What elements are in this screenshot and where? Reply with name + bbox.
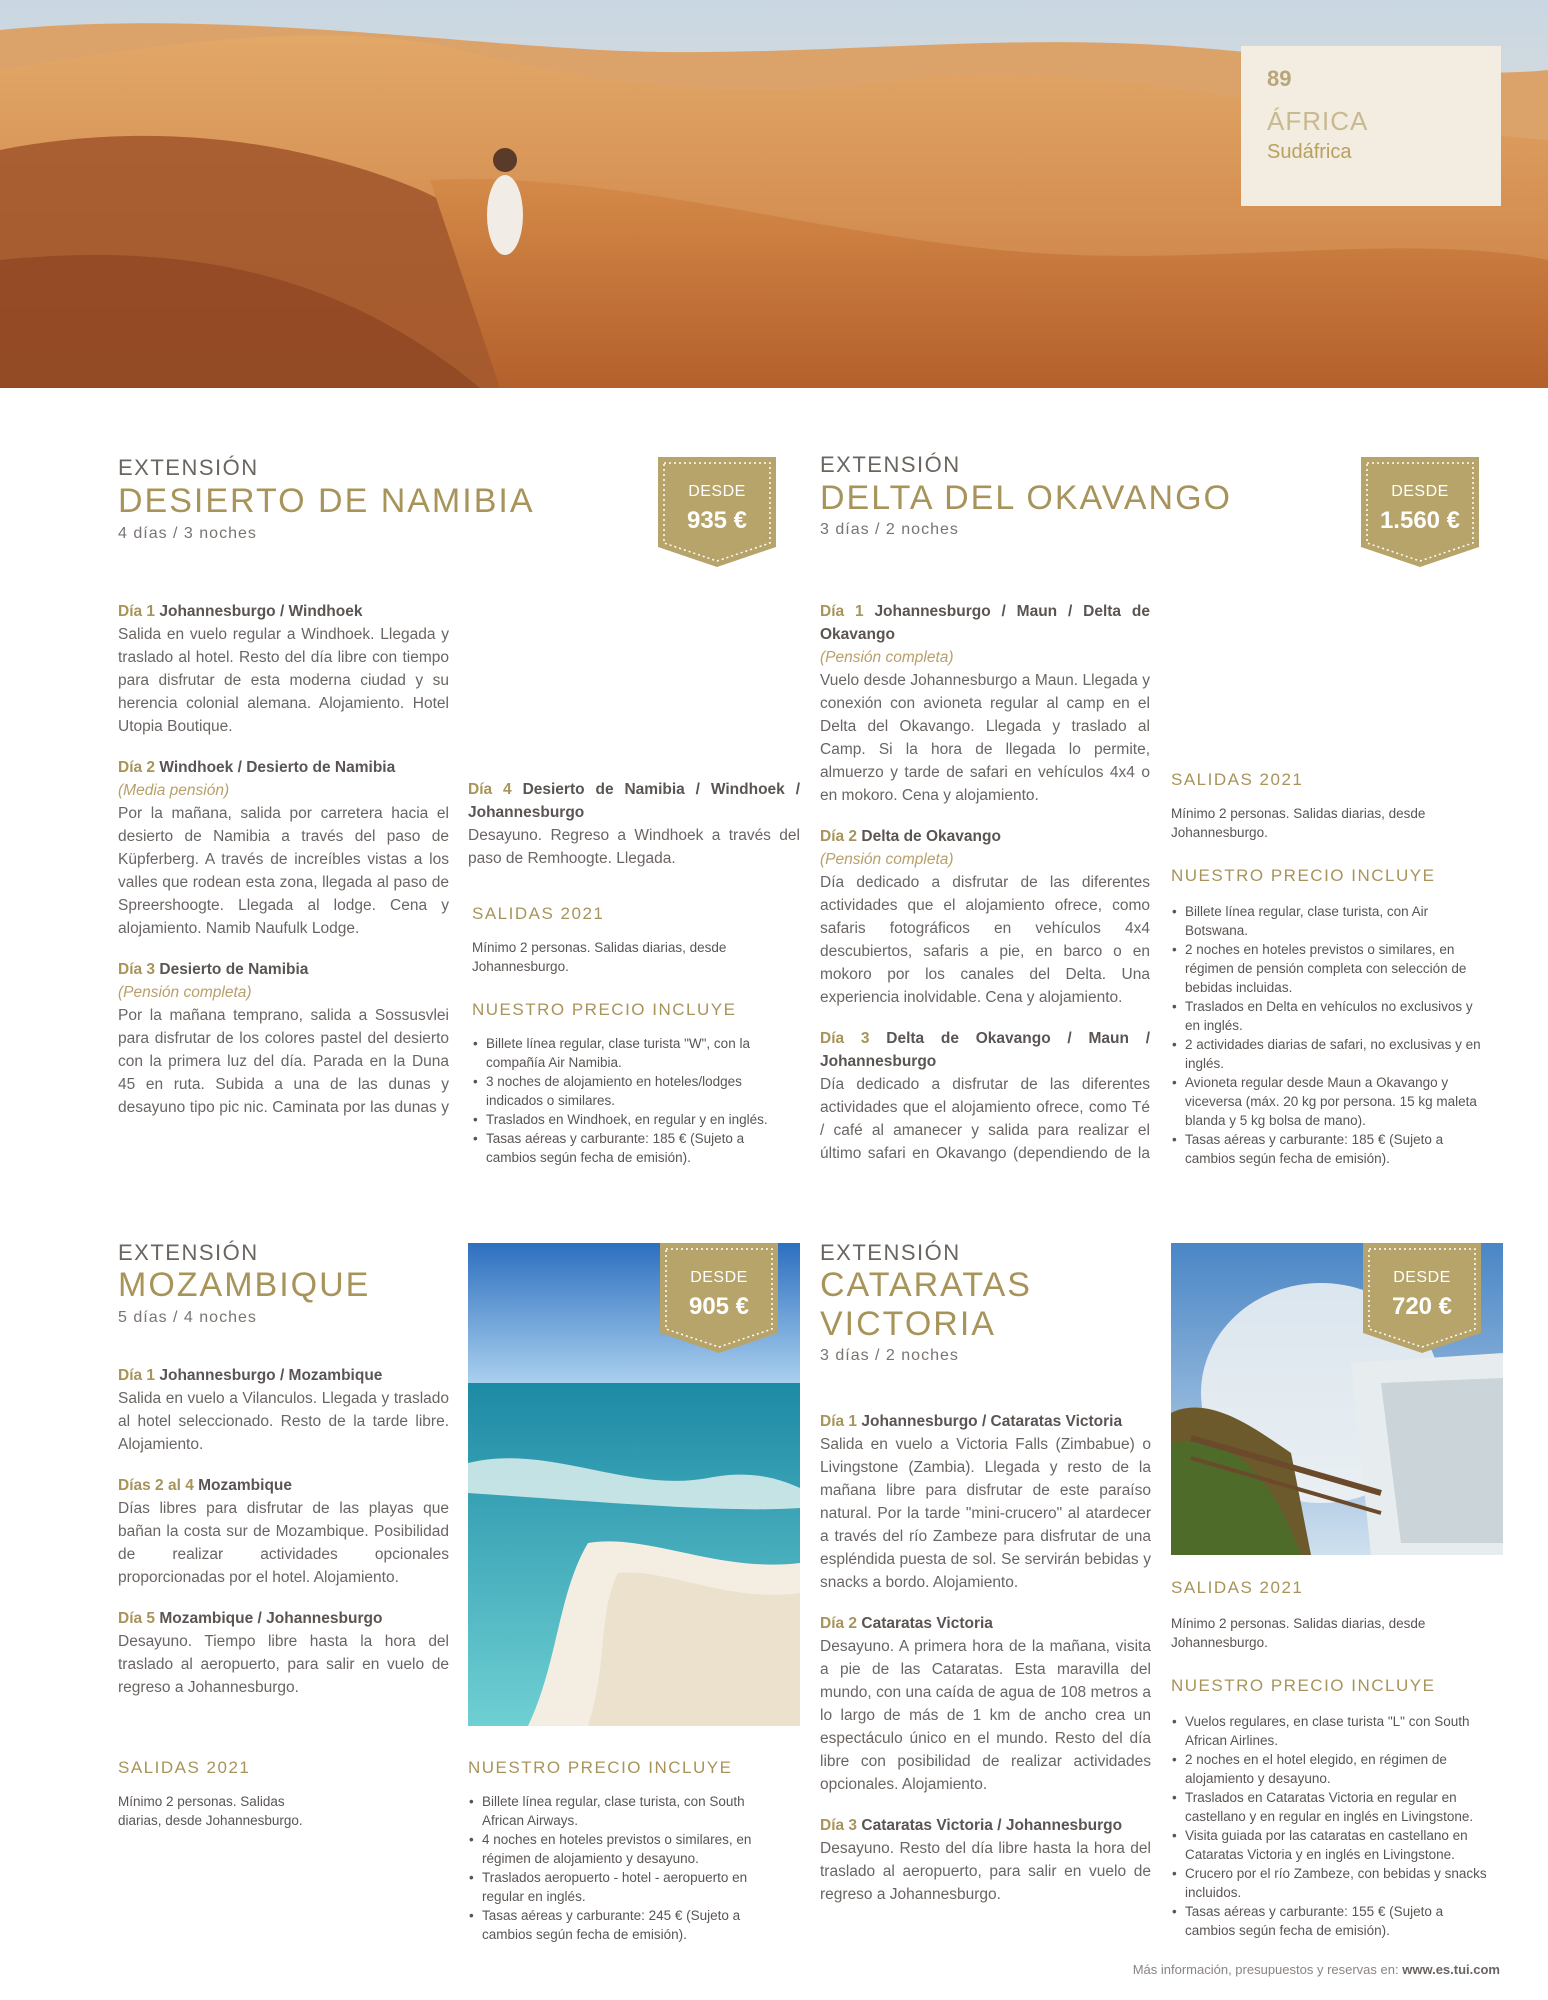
list-item: • Billete línea regular, clase turista, con Air Botswana. bbox=[1171, 902, 1487, 940]
okavango-badge-desde: DESDE bbox=[1391, 483, 1449, 500]
okavango-title: DELTA DEL OKAVANGO bbox=[820, 479, 1232, 517]
okavango-days-col1 bbox=[820, 600, 1150, 1165]
hero-photo-desert bbox=[0, 0, 1548, 388]
namibia-day3-text: Por la mañana temprano, salida a Sossusvlei para disfrutar de los colores pastel del desierto con la primera luz del día. Parada en la Duna 45 en ruta. Subida a una de las dunas y desayuno tipo pic nic. Caminata por las dunas y bbox=[118, 1007, 449, 1116]
victoria-badge-desde: DESDE bbox=[1393, 1269, 1451, 1286]
footer-url[interactable]: www.es.tui.com bbox=[1402, 1962, 1500, 1977]
victoria-price-badge bbox=[1363, 1243, 1481, 1353]
mozambique-label: EXTENSIÓN bbox=[118, 1240, 259, 1265]
victoria-day1-title: Día 1 Johannesburgo / Cataratas Victoria bbox=[820, 1413, 1123, 1430]
namibia-badge-desde: DESDE bbox=[688, 483, 746, 500]
okavango-day3-title: Día 3 Delta de Okavango / Maun / Johannesburgo bbox=[820, 1030, 1150, 1070]
namibia-day1-text: Salida en vuelo regular a Windhoek. Llegada y traslado al hotel. Resto del día libre con tiempo para disfrutar de esta moderna ciudad y su herencia colonial alemana. Alojamiento. Hotel Utopia Boutique. bbox=[118, 626, 449, 735]
okavango-salidas-text: Mínimo 2 personas. Salidas diarias, desde Johannesburgo. bbox=[1171, 806, 1426, 840]
list-item: • Vuelos regulares, en clase turista "L" con South African Airlines. bbox=[1171, 1712, 1487, 1750]
list-item: • Tasas aéreas y carburante: 185 € (Sujeto a cambios según fecha de emisión). bbox=[472, 1129, 772, 1167]
mozambique-beach-photo bbox=[468, 1243, 800, 1726]
namibia-incluye-list bbox=[472, 1034, 772, 1167]
victoria-day3-text: Desayuno. Resto del día libre hasta la hora del traslado al aeropuerto, para salir en vuelo de regreso a Johannesburgo. bbox=[820, 1840, 1151, 1903]
okavango-day2-board: (Pensión completa) bbox=[820, 851, 954, 868]
victoria-badge-price: 720 € bbox=[1391, 1293, 1453, 1320]
namibia-duration: 4 días / 3 noches bbox=[118, 525, 257, 542]
footer bbox=[1000, 1962, 1500, 1977]
mozambique-title: MOZAMBIQUE bbox=[118, 1266, 371, 1304]
namibia-salidas-title: SALIDAS 2021 bbox=[472, 904, 605, 923]
namibia-day4-title: Día 4 Desierto de Namibia / Windhoek / Johannesburgo bbox=[468, 781, 800, 821]
okavango-salidas-title: SALIDAS 2021 bbox=[1171, 770, 1304, 789]
list-item: • 2 noches en hoteles previstos o similares, en régimen de pensión completa con selección de bebidas incluidas. bbox=[1171, 940, 1487, 997]
page-country: Sudáfrica bbox=[1267, 141, 1352, 163]
victoria-day2-text: Desayuno. A primera hora de la mañana, visita a pie de las Cataratas. Esta maravilla del mundo, con una caída de agua de 108 metros a lo largo de más de 1 km de ancho crea un espectáculo único en el mundo. Resto del día libre con posibilidad de realizar actividades opcionales. Alojamiento. bbox=[820, 1638, 1151, 1793]
mozambique-day3-text: Desayuno. Tiempo libre hasta la hora del traslado al aeropuerto, para salir en vuelo de regreso a Johannesburgo. bbox=[118, 1633, 449, 1696]
list-item: • Tasas aéreas y carburante: 245 € (Sujeto a cambios según fecha de emisión). bbox=[468, 1906, 768, 1944]
list-item: • Billete línea regular, clase turista "W", con la compañía Air Namibia. bbox=[472, 1034, 772, 1072]
namibia-day1-title: Día 1 Johannesburgo / Windhoek bbox=[118, 603, 363, 620]
victoria-salidas-title: SALIDAS 2021 bbox=[1171, 1578, 1304, 1597]
namibia-label: EXTENSIÓN bbox=[118, 455, 259, 480]
footer-text: Más información, presupuestos y reservas en: bbox=[1132, 1962, 1399, 1977]
mozambique-days bbox=[118, 1364, 449, 1699]
victoria-label: EXTENSIÓN bbox=[820, 1240, 961, 1265]
list-item: • Traslados en Windhoek, en regular y en inglés. bbox=[472, 1110, 772, 1129]
list-item: • 3 noches de alojamiento en hoteles/lodges indicados o similares. bbox=[472, 1072, 772, 1110]
list-item: • Traslados en Delta en vehículos no exclusivos y en inglés. bbox=[1171, 997, 1487, 1035]
namibia-badge-price: 935 € bbox=[686, 507, 748, 534]
mozambique-badge-price: 905 € bbox=[688, 1293, 750, 1320]
list-item: • 4 noches en hoteles previstos o similares, en régimen de alojamiento y desayuno. bbox=[468, 1830, 768, 1868]
victoria-day3-title: Día 3 Cataratas Victoria / Johannesburgo bbox=[820, 1817, 1123, 1834]
namibia-days-col1 bbox=[118, 600, 449, 1119]
mozambique-incluye-list bbox=[468, 1792, 768, 1944]
namibia-salidas-text: Mínimo 2 personas. Salidas diarias, desde Johannesburgo. bbox=[472, 940, 727, 974]
okavango-incluye-list bbox=[1171, 902, 1487, 1168]
victoria-falls-photo bbox=[1171, 1243, 1503, 1555]
mozambique-duration: 5 días / 4 noches bbox=[118, 1309, 257, 1326]
victoria-day2-title: Día 2 Cataratas Victoria bbox=[820, 1615, 993, 1632]
mozambique-day1-text: Salida en vuelo a Vilanculos. Llegada y traslado al hotel seleccionado. Resto de la tarde libre. Alojamiento. bbox=[118, 1390, 449, 1453]
page-number: 89 bbox=[1267, 66, 1292, 91]
list-item: • Billete línea regular, clase turista, con South African Airways. bbox=[468, 1792, 768, 1830]
namibia-day4-text: Desayuno. Regreso a Windhoek a través del paso de Remhoogte. Llegada. bbox=[468, 827, 800, 867]
list-item: • Traslados en Cataratas Victoria en regular en castellano y en regular en inglés en Livingstone. bbox=[1171, 1788, 1487, 1826]
victoria-incluye-list bbox=[1171, 1712, 1487, 1940]
mozambique-day2-text: Días libres para disfrutar de las playas que bañan la costa sur de Mozambique. Posibilidad de realizar actividades opcionales proporcionadas por el hotel. Alojamiento. bbox=[118, 1500, 449, 1586]
victoria-incluye-title: NUESTRO PRECIO INCLUYE bbox=[1171, 1676, 1436, 1695]
victoria-salidas-text: Mínimo 2 personas. Salidas diarias, desde Johannesburgo. bbox=[1171, 1616, 1426, 1650]
okavango-day3-text: Día dedicado a disfrutar de las diferentes actividades que el alojamiento ofrece, como Té / café al amanecer y salida para realizar el último safari en Okavango (dependiendo de la bbox=[820, 1076, 1150, 1162]
namibia-days-col2 bbox=[468, 600, 800, 870]
list-item: • Traslados aeropuerto - hotel - aeropuerto en regular en inglés. bbox=[468, 1868, 768, 1906]
list-item: • 2 actividades diarias de safari, no exclusivas y en inglés. bbox=[1171, 1035, 1487, 1073]
list-item: • Visita guiada por las cataratas en castellano en Cataratas Victoria y en inglés en Livingstone. bbox=[1171, 1826, 1487, 1864]
namibia-day2-title: Día 2 Windhoek / Desierto de Namibia bbox=[118, 759, 396, 776]
okavango-day1-title: Día 1 Johannesburgo / Maun / Delta de Okavango bbox=[820, 603, 1150, 643]
namibia-day2-text: Por la mañana, salida por carretera hacia el desierto de Namibia a través del paso de Küpferberg. A través de increíbles vistas a los valles que rodean esta zona, llegada al paso de Spreershoogte. Llegada al lodge. Cena y alojamiento. Namib Naufulk Lodge. bbox=[118, 805, 449, 937]
namibia-price-badge bbox=[658, 457, 776, 567]
namibia-day2-board: (Media pensión) bbox=[118, 782, 230, 799]
list-item: • Avioneta regular desde Maun a Okavango y viceversa (máx. 20 kg por persona. 15 kg maleta blanda y 5 kg bolsa de mano). bbox=[1171, 1073, 1487, 1130]
page-region: ÁFRICA bbox=[1267, 106, 1369, 136]
okavango-price-badge bbox=[1361, 457, 1479, 567]
mozambique-incluye-title: NUESTRO PRECIO INCLUYE bbox=[468, 1758, 733, 1777]
victoria-title-line2: VICTORIA bbox=[820, 1305, 996, 1343]
list-item: • Tasas aéreas y carburante: 185 € (Sujeto a cambios según fecha de emisión). bbox=[1171, 1130, 1487, 1168]
namibia-title: DESIERTO DE NAMIBIA bbox=[118, 482, 535, 520]
mozambique-badge-desde: DESDE bbox=[690, 1269, 748, 1286]
list-item: • 2 noches en el hotel elegido, en régimen de alojamiento y desayuno. bbox=[1171, 1750, 1487, 1788]
victoria-title-line1: CATARATAS bbox=[820, 1266, 1032, 1304]
mozambique-day2-title: Días 2 al 4 Mozambique bbox=[118, 1477, 293, 1494]
list-item: • Tasas aéreas y carburante: 155 € (Sujeto a cambios según fecha de emisión). bbox=[1171, 1902, 1487, 1940]
page-tag bbox=[1241, 46, 1501, 206]
victoria-duration: 3 días / 2 noches bbox=[820, 1347, 959, 1364]
mozambique-salidas-title: SALIDAS 2021 bbox=[118, 1758, 251, 1777]
victoria-day1-text: Salida en vuelo a Victoria Falls (Zimbabue) o Livingstone (Zambia). Llegada y resto de la mañana libre para disfrutar de este paraíso natural. Por la tarde "mini-crucero" al atardecer a través del río Zambeze para disfrutar de una espléndida puesta de sol. Se servirán bebidas y snacks a bordo. Alojamiento. bbox=[820, 1436, 1151, 1591]
okavango-day2-text: Día dedicado a disfrutar de las diferentes actividades que el alojamiento ofrece, como safaris fotográficos en vehículos 4x4 descubiertos, safaris a pie, en barco o en mokoro por los canales del Delta. Una experiencia inolvidable. Cena y alojamiento. bbox=[820, 874, 1150, 1006]
okavango-day1-text: Vuelo desde Johannesburgo a Maun. Llegada y conexión con avioneta regular al camp en el Delta del Okavango. Llegada y traslado al Camp. Si la hora de llegada lo permite, almuerzo y tarde de safari en vehículos 4x4 o en mokoro. Cena y alojamiento. bbox=[820, 672, 1150, 804]
okavango-duration: 3 días / 2 noches bbox=[820, 521, 959, 538]
okavango-incluye-title: NUESTRO PRECIO INCLUYE bbox=[1171, 866, 1436, 885]
victoria-days bbox=[820, 1410, 1151, 1906]
okavango-badge-price: 1.560 € bbox=[1379, 507, 1461, 534]
namibia-day3-board: (Pensión completa) bbox=[118, 984, 252, 1001]
list-item: • Crucero por el río Zambeze, con bebidas y snacks incluidos. bbox=[1171, 1864, 1487, 1902]
mozambique-salidas-text: Mínimo 2 personas. Salidas diarias, desde Johannesburgo. bbox=[118, 1794, 303, 1828]
okavango-day1-board: (Pensión completa) bbox=[820, 649, 954, 666]
mozambique-day3-title: Día 5 Mozambique / Johannesburgo bbox=[118, 1610, 383, 1627]
namibia-day3-title: Día 3 Desierto de Namibia bbox=[118, 961, 309, 978]
okavango-label: EXTENSIÓN bbox=[820, 452, 961, 477]
okavango-day2-title: Día 2 Delta de Okavango bbox=[820, 828, 1001, 845]
mozambique-price-badge bbox=[660, 1243, 778, 1353]
namibia-incluye-title: NUESTRO PRECIO INCLUYE bbox=[472, 1000, 737, 1019]
mozambique-day1-title: Día 1 Johannesburgo / Mozambique bbox=[118, 1367, 383, 1384]
